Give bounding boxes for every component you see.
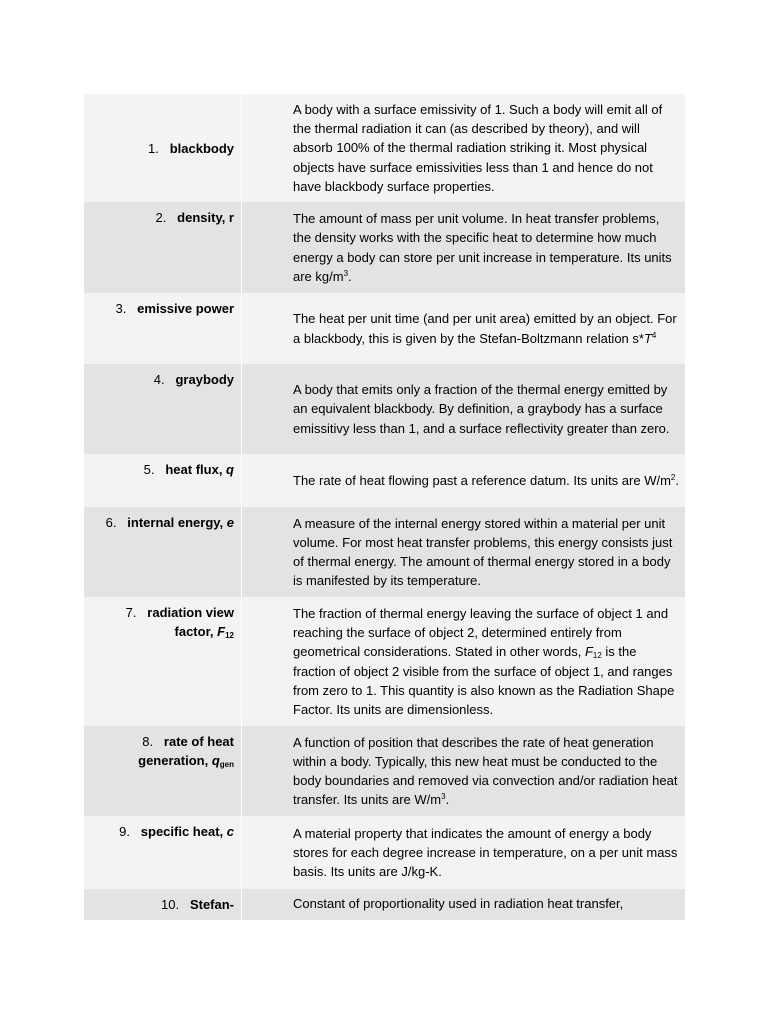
table-row bbox=[84, 889, 685, 920]
term-cell: 4. graybody bbox=[84, 364, 242, 454]
term-cell: 9. specific heat, c bbox=[84, 816, 242, 889]
definition-cell: A body that emits only a fraction of the thermal energy emitted by an equivalent blackbody. By definition, a graybody has a surface emissitivy less than 1, and a surface reflectivity greater than zero. bbox=[293, 382, 670, 436]
term-cell: 1. blackbody bbox=[84, 94, 242, 202]
term-cell: 2. density, r bbox=[84, 202, 242, 293]
definition-cell: A function of position that describes the rate of heat generation within a body. Typically, this new heat must be conducted to the body boundaries and removed via convection and/or radiation heat transfer. Its units are $W/m^3$. bbox=[293, 734, 678, 808]
definition-cell: Constant of proportionality used in radiation heat transfer, bbox=[293, 896, 624, 911]
definition-cell: A body with a surface emissivity of 1. Such a body will emit all of the thermal radiation it can (as described by theory), and will absorb 100% of the thermal radiation striking it. Most physical objects have surface emissivities less than 1 and hence do not have blackbody surface properties. bbox=[293, 101, 663, 194]
term-cell: 3. emissive power bbox=[84, 293, 242, 364]
term-cell: 6. internal energy, e bbox=[84, 507, 242, 597]
glossary-table bbox=[84, 94, 685, 920]
table-row bbox=[84, 507, 685, 597]
definition-cell: A material property that indicates the amount of energy a body stores for each degree increase in temperature, on a per unit mass basis. Its units are J/kg-K. bbox=[293, 825, 678, 880]
definition-cell: The amount of mass per unit volume. In heat transfer problems, the density works with the specific heat to determine how much energy a body can store per unit increase in temperature. Its units are $kg/m^3$. bbox=[293, 211, 672, 284]
table-row bbox=[84, 364, 685, 454]
table-row bbox=[84, 816, 685, 889]
term-cell: 5. heat flux, q bbox=[84, 454, 242, 507]
term-cell: 7. radiation view factor, $F_{12}$ bbox=[84, 597, 242, 726]
term-cell: 8. rate of heat generation, $q_{gen}$ bbox=[84, 726, 242, 816]
table-row bbox=[84, 293, 685, 364]
term-cell: 10. Stefan- bbox=[84, 889, 242, 920]
table-row bbox=[84, 454, 685, 507]
definition-cell: The rate of heat flowing past a reference datum. Its units are $W/m^2$. bbox=[293, 472, 679, 488]
table-row bbox=[84, 94, 685, 202]
table-row bbox=[84, 597, 685, 726]
table-row bbox=[84, 202, 685, 293]
table-row bbox=[84, 726, 685, 816]
definition-cell: The heat per unit time (and per unit area) emitted by an object. For a blackbody, this is given by the Stefan-Boltzmann relation $s*T^4$ bbox=[293, 311, 677, 346]
definition-cell: A measure of the internal energy stored within a material per unit volume. For most heat transfer problems, this energy consists just of thermal energy. The amount of thermal energy stored in a body is manifested by its temperature. bbox=[293, 515, 673, 589]
definition-cell: The fraction of thermal energy leaving the surface of object 1 and reaching the surface of object 2, determined entirely from geometrical considerations. Stated in other words, $F_{12}$ is the fraction of object 2 visible from the surface of object 1, and ranges from zero to 1. This quantity is also known as the Radiation Shape Factor. Its units are dimensionless. bbox=[293, 605, 675, 717]
